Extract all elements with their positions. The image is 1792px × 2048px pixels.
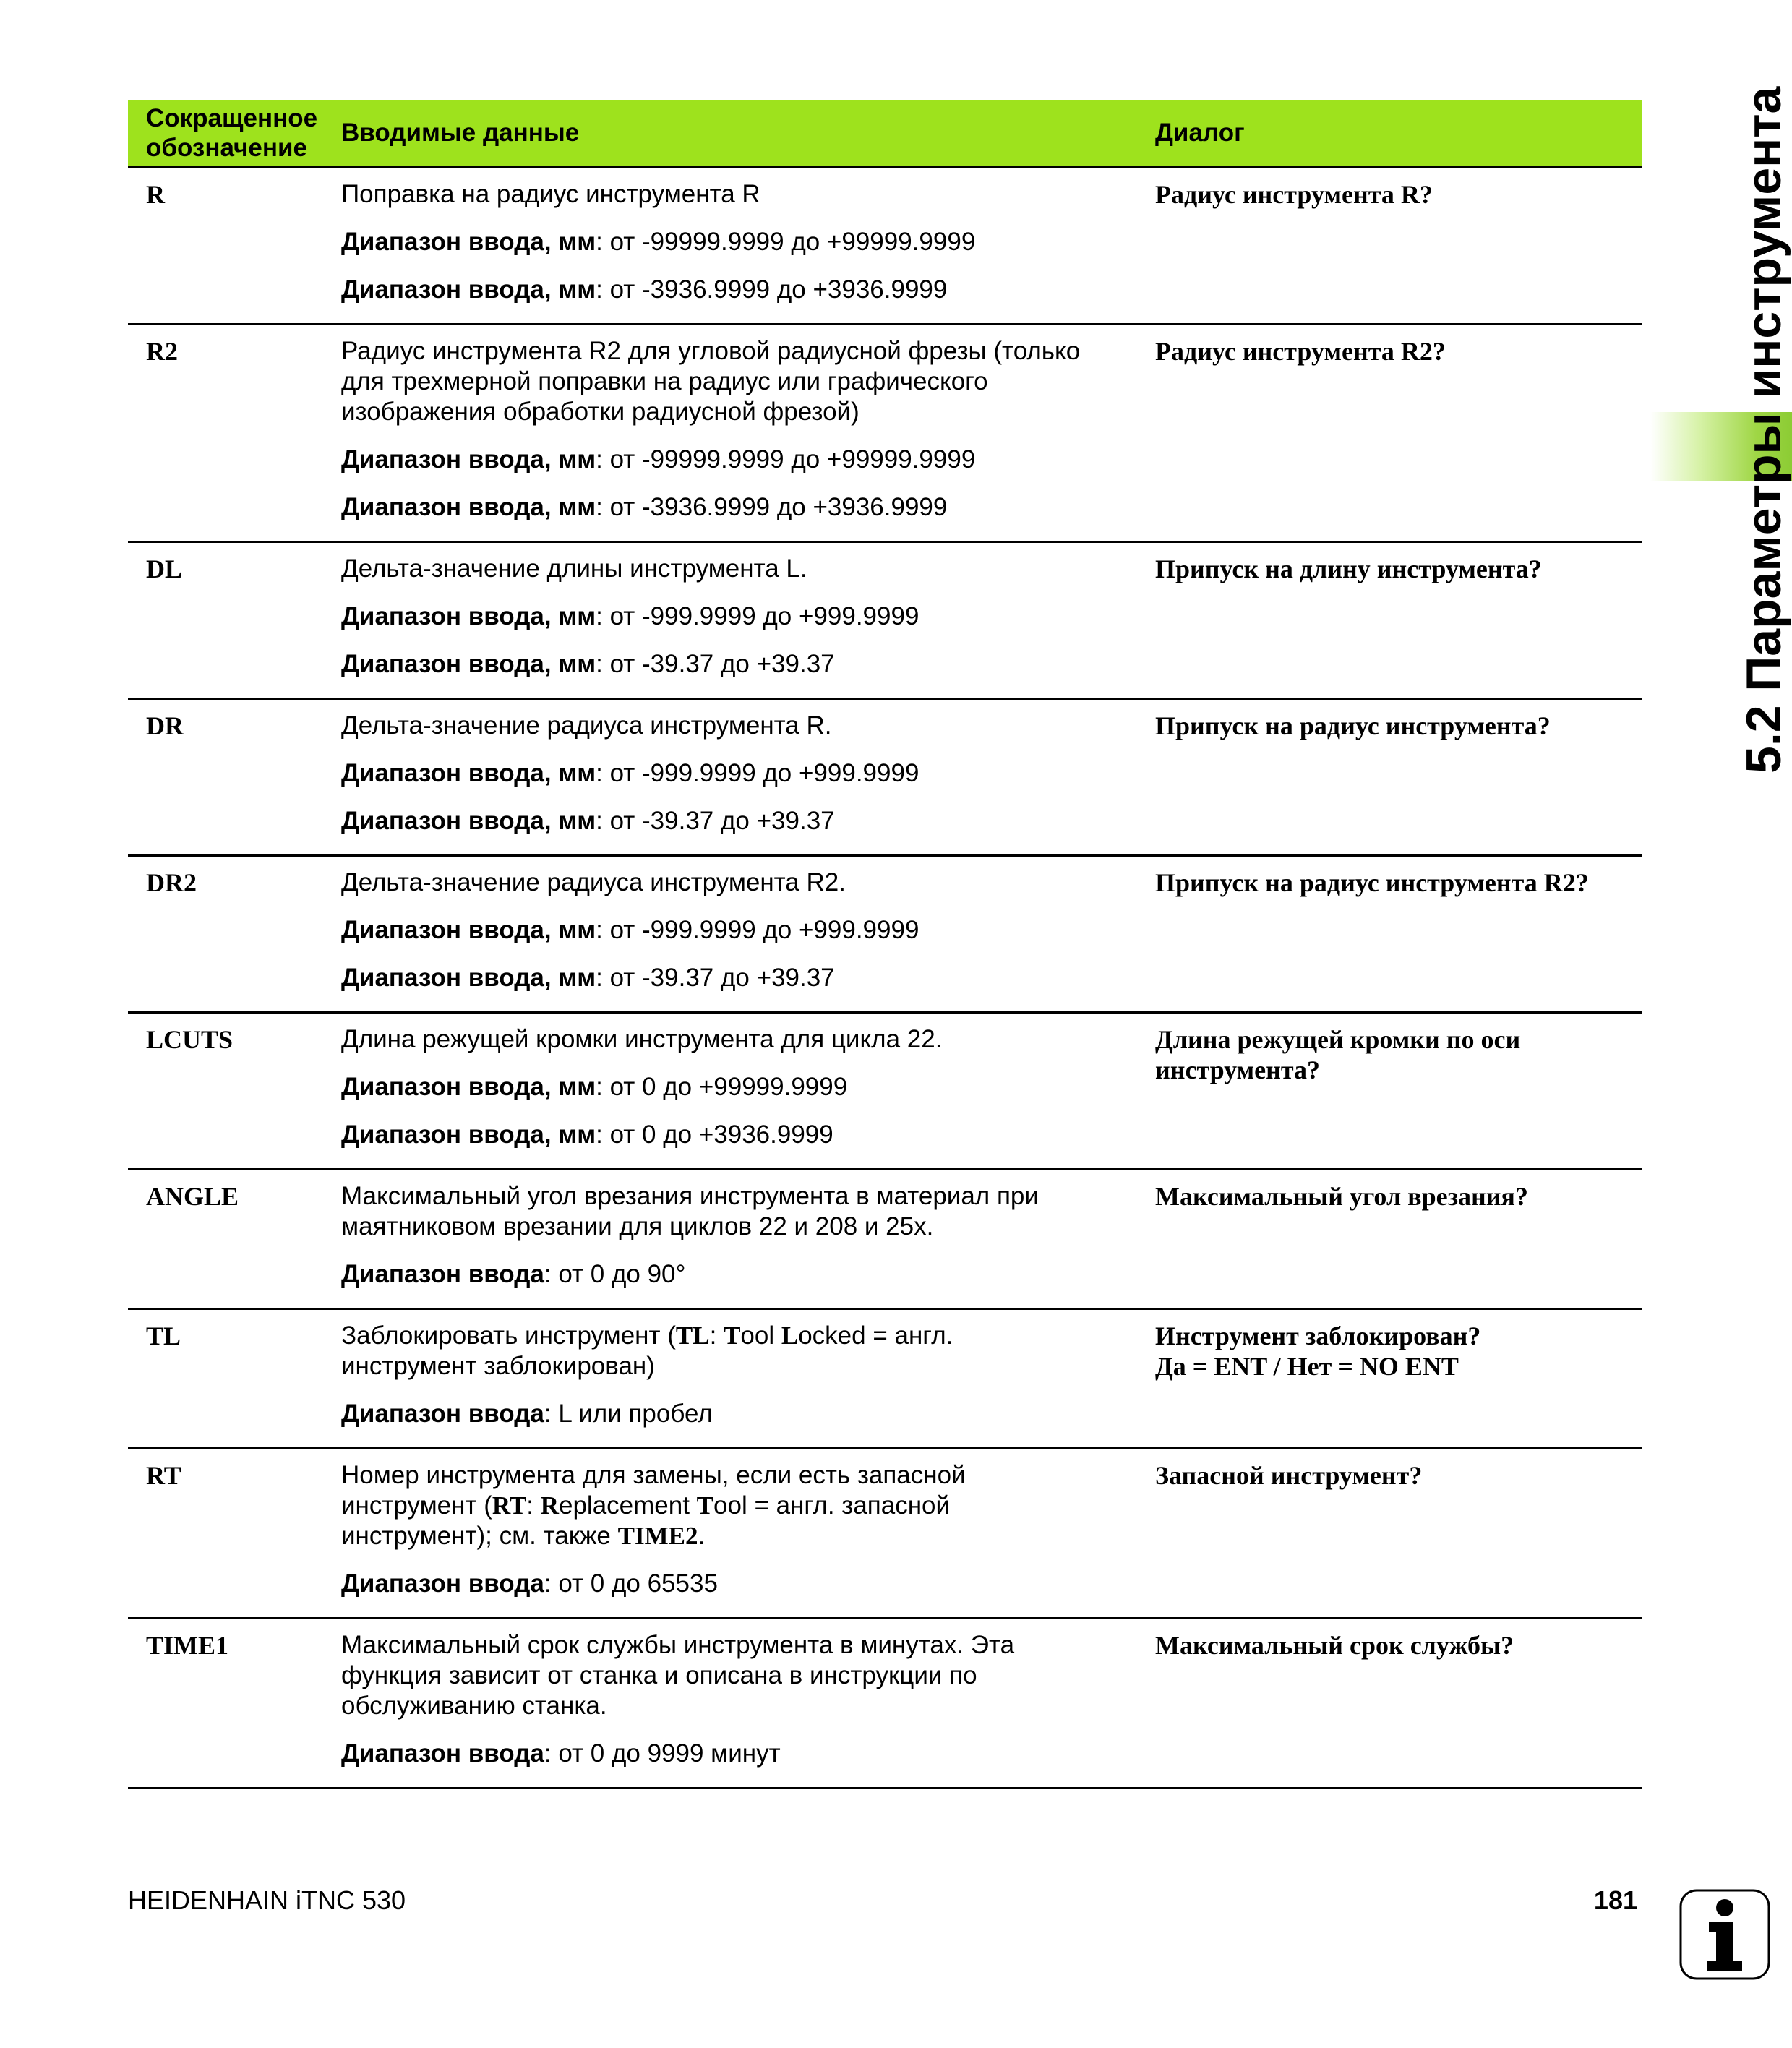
input-range xyxy=(341,915,1141,946)
input-range-value: : от -999.9999 до +999.9999 xyxy=(596,916,919,944)
input-range-value: : от -99999.9999 до +99999.9999 xyxy=(596,445,976,474)
dialog-prompt-text: Максимальный угол врезания? xyxy=(1155,1182,1529,1211)
table-row xyxy=(128,1309,1642,1449)
param-abbreviation: DR xyxy=(128,699,341,856)
param-description-cell xyxy=(341,1449,1155,1619)
input-range xyxy=(341,806,1141,836)
param-description: Максимальный срок службы инструмента в минутах. Эта функция зависит от станка и описана в инструкции по обслуживанию станка. xyxy=(341,1631,1015,1720)
tool-parameters-table xyxy=(128,100,1642,1789)
dialog-prompt-text: Максимальный срок службы? xyxy=(1155,1631,1514,1660)
input-range-label: Диапазон ввода xyxy=(341,1739,544,1768)
input-range-label: Диапазон ввода, мм xyxy=(341,275,596,304)
description-fragment: ool xyxy=(740,1321,781,1350)
input-range-value: : от -39.37 до +39.37 xyxy=(596,807,835,835)
input-range-label: Диапазон ввода, мм xyxy=(341,807,596,835)
param-description: Длина режущей кромки инструмента для цикла 22. xyxy=(341,1025,943,1053)
dialog-prompt xyxy=(1155,1013,1642,1170)
param-abbreviation: ANGLE xyxy=(128,1170,341,1309)
param-description: Дельта-значение длины инструмента L. xyxy=(341,554,807,583)
param-abbreviation: RT xyxy=(128,1449,341,1619)
input-range xyxy=(341,1739,1141,1769)
input-range-label: Диапазон ввода, мм xyxy=(341,650,596,678)
description-fragment: TL xyxy=(675,1321,710,1350)
param-description: Дельта-значение радиуса инструмента R2. xyxy=(341,868,846,896)
input-range-value: : от -999.9999 до +999.9999 xyxy=(596,602,919,630)
param-abbreviation: DR2 xyxy=(128,856,341,1013)
header-dialog: Диалог xyxy=(1155,100,1642,167)
table-row xyxy=(128,1013,1642,1170)
dialog-prompt-text: Длина режущей кромки по оси инструмента? xyxy=(1155,1025,1521,1084)
param-description-cell xyxy=(341,325,1155,542)
input-range-value: : от -999.9999 до +999.9999 xyxy=(596,759,919,787)
dialog-prompt-text: Припуск на радиус инструмента R2? xyxy=(1155,868,1589,897)
param-description-cell xyxy=(341,856,1155,1013)
description-fragment: : xyxy=(709,1321,724,1350)
input-range xyxy=(341,1399,1141,1429)
description-fragment: Номер инструмента для замены, если есть запасной инструмент ( xyxy=(341,1461,966,1520)
dialog-prompt-text: Радиус инструмента R2? xyxy=(1155,337,1446,366)
dialog-prompt-text: Запасной инструмент? xyxy=(1155,1461,1423,1490)
input-range xyxy=(341,601,1141,632)
description-fragment: TIME2 xyxy=(617,1522,698,1550)
input-range xyxy=(341,963,1141,993)
input-range-value: : от 0 до +3936.9999 xyxy=(596,1121,833,1149)
param-description: Дельта-значение радиуса инструмента R. xyxy=(341,711,832,740)
footer-product: HEIDENHAIN iTNC 530 xyxy=(128,1885,406,1915)
input-range xyxy=(341,1072,1141,1102)
dialog-prompt xyxy=(1155,167,1642,325)
param-abbreviation: R2 xyxy=(128,325,341,542)
param-description-cell xyxy=(341,542,1155,699)
input-range xyxy=(341,1569,1141,1599)
param-description: Максимальный угол врезания инструмента в материал при маятниковом врезании для циклов 22 и 208 и 25x. xyxy=(341,1182,1039,1241)
page-number: 181 xyxy=(1593,1885,1637,1915)
param-abbreviation: TIME1 xyxy=(128,1619,341,1788)
dialog-prompt-text: Припуск на длину инструмента? xyxy=(1155,554,1542,583)
param-description-cell xyxy=(341,167,1155,325)
input-range xyxy=(341,227,1141,257)
table-row xyxy=(128,1619,1642,1788)
dialog-prompt xyxy=(1155,699,1642,856)
info-icon xyxy=(1679,1888,1771,1981)
input-range-label: Диапазон ввода xyxy=(341,1400,544,1428)
description-fragment: ool = англ. запасной инструмент); см. также xyxy=(341,1491,951,1550)
param-description: Радиус инструмента R2 для угловой радиусной фрезы (только для трехмерной поправки на радиус или графического изображения обработки радиусной фрезой) xyxy=(341,337,1081,426)
input-range-value: : от -3936.9999 до +3936.9999 xyxy=(596,275,948,304)
table-row xyxy=(128,542,1642,699)
description-fragment: R xyxy=(540,1491,559,1520)
param-abbreviation: LCUTS xyxy=(128,1013,341,1170)
input-range-label: Диапазон ввода, мм xyxy=(341,1121,596,1149)
input-range xyxy=(341,758,1141,789)
dialog-prompt xyxy=(1155,856,1642,1013)
param-description-cell xyxy=(341,1170,1155,1309)
dialog-prompt xyxy=(1155,542,1642,699)
input-range-label: Диапазон ввода, мм xyxy=(341,964,596,992)
param-description-cell xyxy=(341,699,1155,856)
header-input-data: Вводимые данные xyxy=(341,100,1155,167)
input-range xyxy=(341,275,1141,305)
input-range xyxy=(341,649,1141,680)
dialog-prompt xyxy=(1155,325,1642,542)
header-abbreviation: Сокращенное обозначение xyxy=(128,100,341,167)
input-range-value: : от 0 до 90° xyxy=(544,1260,686,1288)
input-range-value: : от -99999.9999 до +99999.9999 xyxy=(596,228,976,256)
param-description: Поправка на радиус инструмента R xyxy=(341,180,760,208)
param-abbreviation: DL xyxy=(128,542,341,699)
table-row xyxy=(128,167,1642,325)
input-range-label: Диапазон ввода xyxy=(341,1569,544,1598)
description-fragment: T xyxy=(724,1321,741,1350)
param-abbreviation: R xyxy=(128,167,341,325)
description-fragment: . xyxy=(698,1522,706,1550)
dialog-prompt xyxy=(1155,1449,1642,1619)
param-description-cell xyxy=(341,1309,1155,1449)
input-range-label: Диапазон ввода, мм xyxy=(341,602,596,630)
param-description xyxy=(341,1460,1141,1551)
description-fragment: ocked = англ. инструмент заблокирован) xyxy=(341,1321,953,1380)
input-range-value: : от 0 до +99999.9999 xyxy=(596,1073,848,1101)
input-range-value: : от -3936.9999 до +3936.9999 xyxy=(596,493,948,521)
input-range xyxy=(341,492,1141,523)
dialog-prompt xyxy=(1155,1170,1642,1309)
table-row xyxy=(128,856,1642,1013)
param-description xyxy=(341,1321,1141,1381)
dialog-prompt-text: Инструмент заблокирован? Да = ENT / Нет = NO ENT xyxy=(1155,1321,1481,1381)
description-fragment: Заблокировать инструмент ( xyxy=(341,1321,676,1350)
dialog-prompt xyxy=(1155,1309,1642,1449)
table-row xyxy=(128,325,1642,542)
table-row xyxy=(128,699,1642,856)
param-description-cell xyxy=(341,1013,1155,1170)
input-range-label: Диапазон ввода, мм xyxy=(341,445,596,474)
dialog-prompt-text: Припуск на радиус инструмента? xyxy=(1155,711,1551,740)
table-row xyxy=(128,1170,1642,1309)
description-fragment: : xyxy=(526,1491,541,1520)
dialog-prompt xyxy=(1155,1619,1642,1788)
input-range-label: Диапазон ввода, мм xyxy=(341,916,596,944)
input-range xyxy=(341,1259,1141,1290)
description-fragment: L xyxy=(781,1321,799,1350)
input-range xyxy=(341,1120,1141,1150)
table-row xyxy=(128,1449,1642,1619)
param-description-cell xyxy=(341,1619,1155,1788)
input-range-label: Диапазон ввода, мм xyxy=(341,759,596,787)
input-range-value: : L или пробел xyxy=(544,1400,713,1428)
input-range-label: Диапазон ввода, мм xyxy=(341,228,596,256)
description-fragment: eplacement xyxy=(558,1491,697,1520)
description-fragment: RT xyxy=(492,1491,527,1520)
input-range-label: Диапазон ввода, мм xyxy=(341,493,596,521)
input-range-value: : от -39.37 до +39.37 xyxy=(596,964,835,992)
param-abbreviation: TL xyxy=(128,1309,341,1449)
input-range xyxy=(341,445,1141,475)
input-range-label: Диапазон ввода xyxy=(341,1260,544,1288)
dialog-prompt-text: Радиус инструмента R? xyxy=(1155,180,1433,209)
description-fragment: T xyxy=(696,1491,714,1520)
table-header-row xyxy=(128,100,1642,167)
chapter-title: 5.2 Параметры инструмента xyxy=(1736,86,1791,774)
input-range-label: Диапазон ввода, мм xyxy=(341,1073,596,1101)
input-range-value: : от 0 до 9999 минут xyxy=(544,1739,781,1768)
input-range-value: : от -39.37 до +39.37 xyxy=(596,650,835,678)
input-range-value: : от 0 до 65535 xyxy=(544,1569,718,1598)
